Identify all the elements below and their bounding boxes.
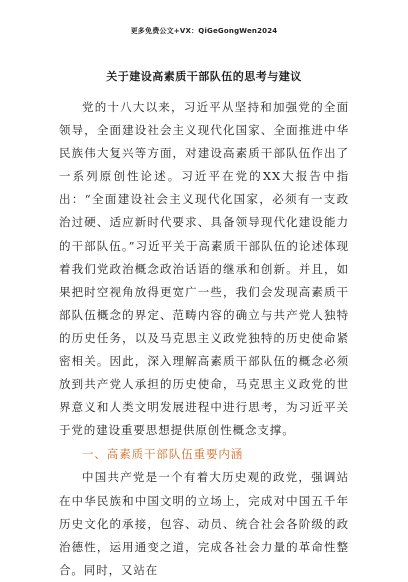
section-heading: 一、高素质干部队伍重要内涵 bbox=[82, 447, 244, 462]
document-body bbox=[59, 96, 349, 582]
body-paragraph: 党的十八大以来，习近平从坚持和加强党的全面领导，全面建设社会主义现代化国家、全面推进中华民族伟大复兴等方面，对建设高素质干部队伍作出了一系列原创性论述。习近平在党的XX大报告中指出：“全面建设社会主义现代化国家，必须有一支政治过硬、适应新时代要求、具备领导现代化建设能力的干部队伍。”习近平关于高素质干部队伍的论述体现着我们党政治概念政治话语的继承和创新。并且，如果把时空视角放得更宽广一些，我们会发现高素质干部队伍概念的界定、范畴内容的确立与共产党人独特的历史任务，以及马克思主义政党独特的历史使命紧密相关。因此，深入理解高素质干部队伍的概念必须放到共产党人承担的历史使命，马克思主义政党的世界意义和人类文明发展进程中进行思考，为习近平关于党的建设重要思想提供原创性概念支撑。 bbox=[59, 100, 349, 438]
section-paragraph: 中国共产党是一个有着大历史观的政党，强调站在中华民族和中国文明的立场上，完成对中国五千年历史文化的承接，包容、动员、统合社会各阶级的政治德性，运用通变之道，完成各社会力量的革命性整合。同时，又站在 bbox=[59, 470, 349, 577]
header-note: 更多免费公文+VX：QiGeGongWen2024 bbox=[130, 27, 278, 35]
document-title: 关于建设高素质干部队伍的思考与建议 bbox=[106, 70, 302, 83]
